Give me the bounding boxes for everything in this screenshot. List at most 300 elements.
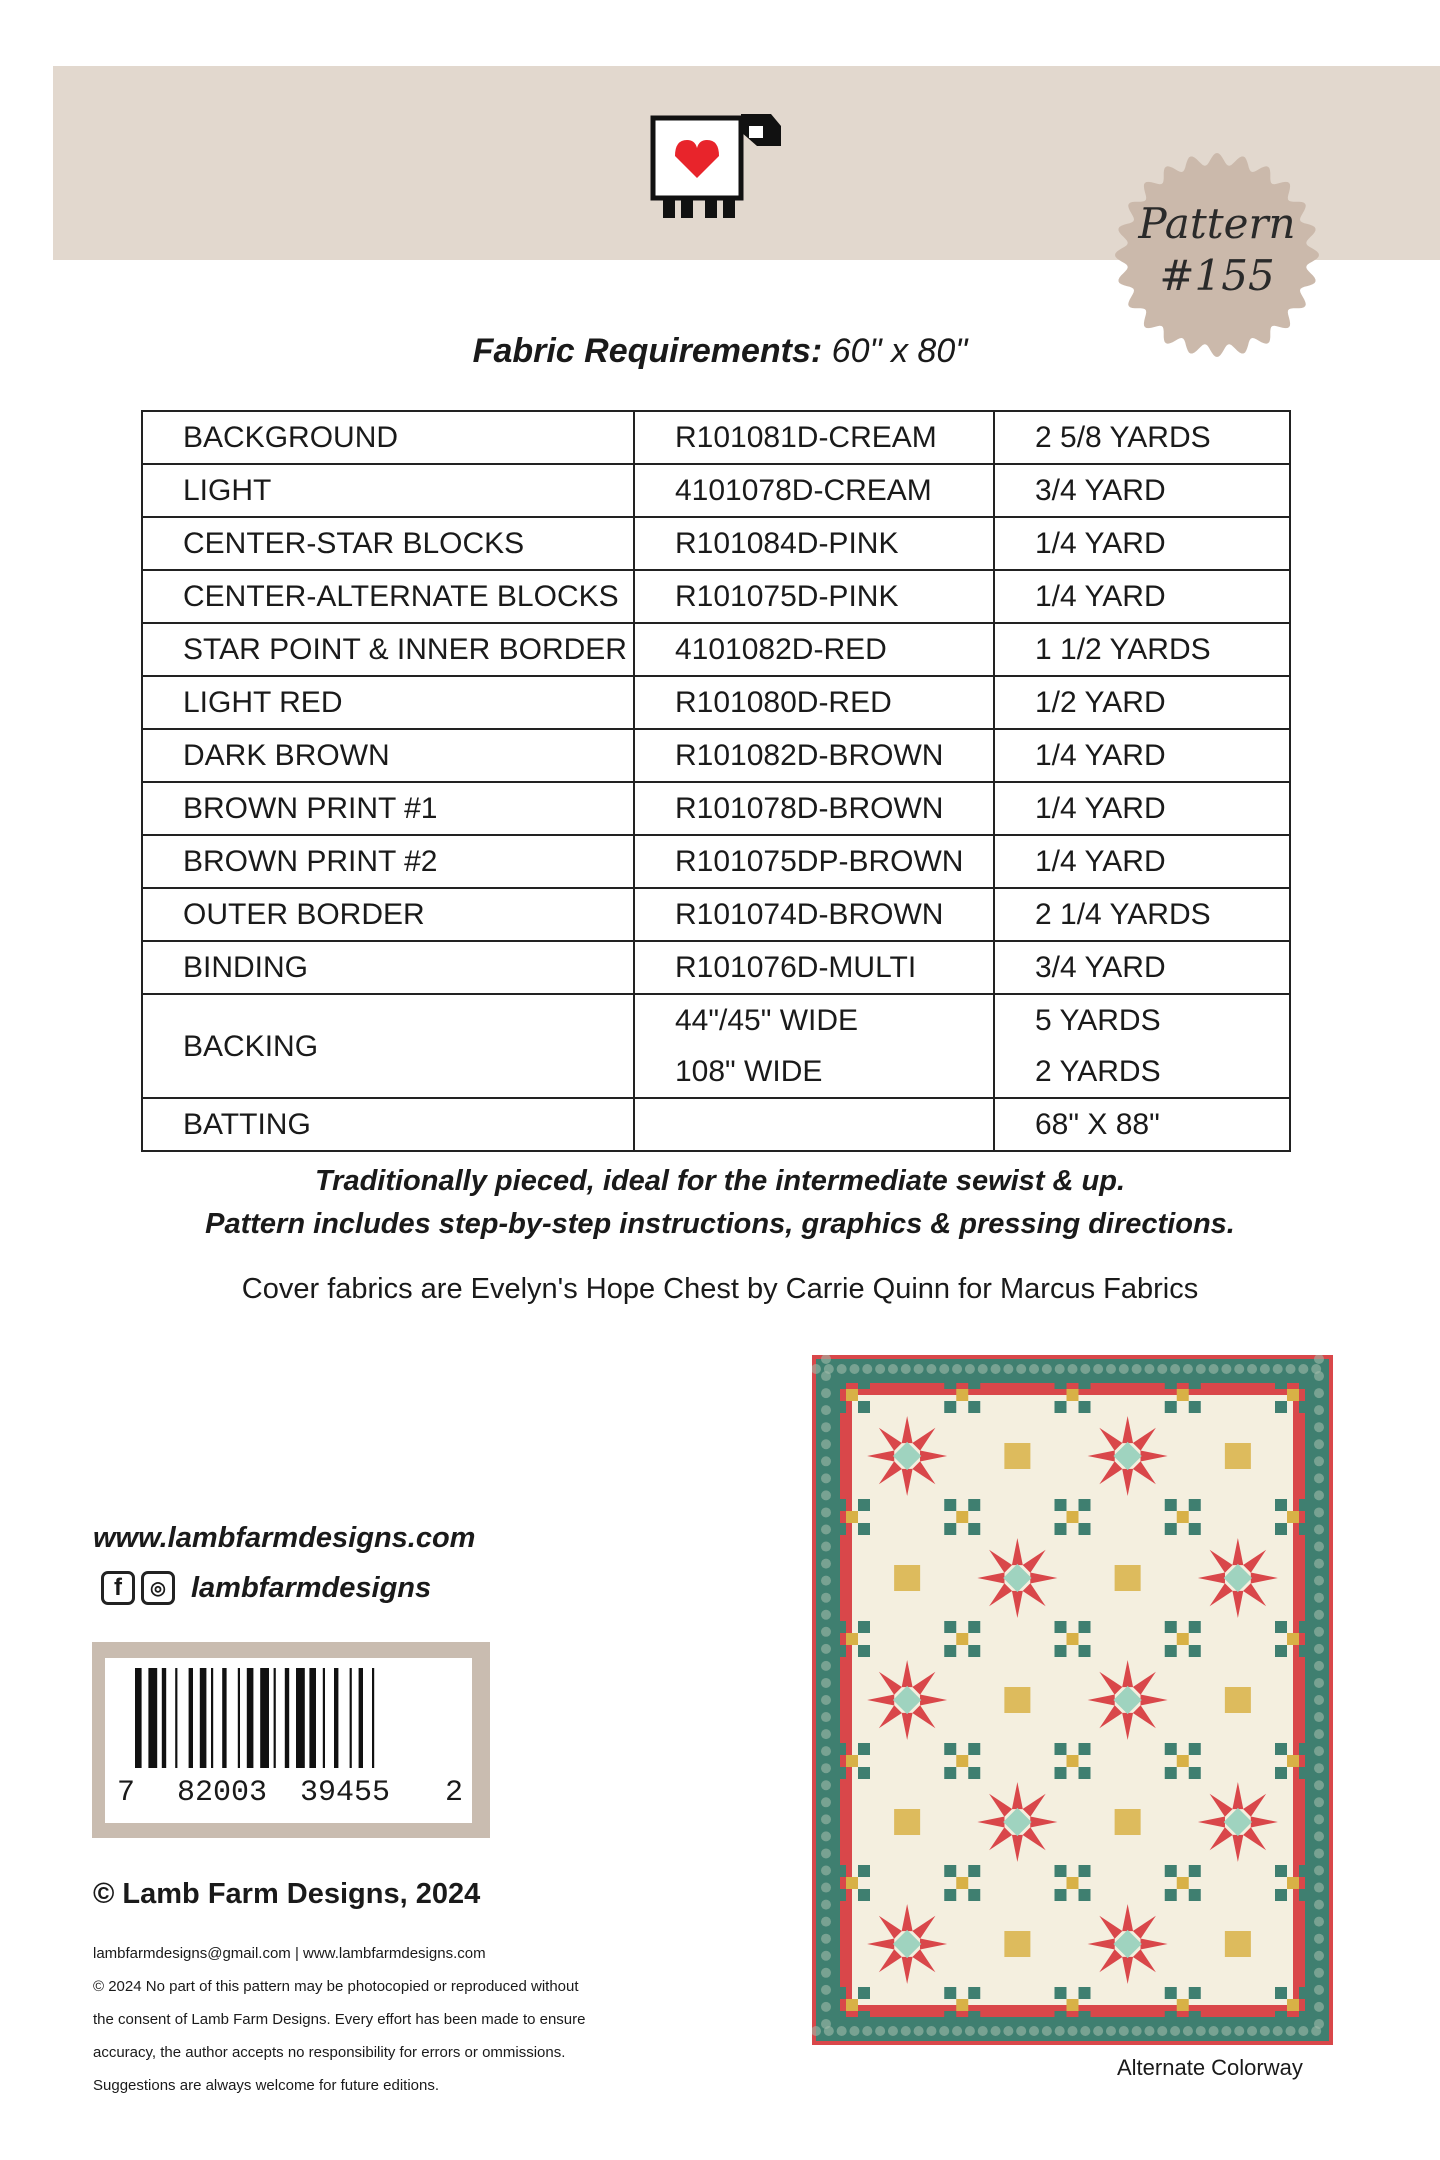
border-motif	[1314, 1593, 1324, 1603]
chain-square	[1299, 1889, 1311, 1901]
border-motif	[1314, 1951, 1324, 1961]
border-motif	[939, 1364, 949, 1374]
chain-square	[1299, 2011, 1311, 2023]
fabric-quantity-cell	[994, 623, 1290, 676]
fabric-quantity: 2 YARDS	[1035, 1055, 1161, 1088]
chain-square	[968, 1523, 980, 1535]
chain-square	[1189, 1499, 1201, 1511]
border-motif	[1016, 1364, 1026, 1374]
border-motif	[821, 1951, 831, 1961]
border-motif	[821, 1729, 831, 1739]
border-motif	[837, 2026, 847, 2036]
chain-square	[1189, 1987, 1201, 1999]
chain-square	[1079, 1621, 1091, 1633]
barcode-bar	[222, 1668, 226, 1768]
chain-square	[1275, 2011, 1287, 2023]
barcode-bar	[200, 1668, 207, 1768]
fabric-quantity-cell	[994, 782, 1290, 835]
fabric-quantity: 3/4 YARD	[1035, 474, 1166, 507]
chain-square	[956, 1511, 968, 1523]
chain-square	[834, 1645, 846, 1657]
chain-square	[1287, 1999, 1299, 2011]
barcode-bar	[148, 1668, 157, 1768]
barcode-bar	[309, 1668, 316, 1768]
chain-square	[1079, 1767, 1091, 1779]
chain-square	[846, 1999, 858, 2011]
fabric-row	[142, 570, 1290, 623]
border-motif	[875, 1364, 885, 1374]
fabric-name: BACKGROUND	[183, 421, 399, 454]
chain-square	[968, 2011, 980, 2023]
chain-square	[944, 1743, 956, 1755]
alternate-center	[1115, 1809, 1141, 1835]
fabric-credit: Cover fabrics are Evelyn's Hope Chest by Carrie Quinn for Marcus Fabrics	[241, 1273, 1199, 1305]
border-motif	[1314, 1900, 1324, 1910]
border-motif	[1132, 1364, 1142, 1374]
fabric-code: R101084D-PINK	[675, 527, 899, 560]
fabric-code: 44"/45" WIDE	[675, 1004, 859, 1037]
border-motif	[991, 1364, 1001, 1374]
border-motif	[821, 1422, 831, 1432]
border-motif	[1003, 2026, 1013, 2036]
border-motif	[1314, 1797, 1324, 1807]
fabric-code: R101078D-BROWN	[675, 792, 944, 825]
border-motif	[914, 2026, 924, 2036]
fabric-code-cell	[634, 1098, 994, 1151]
border-motif	[926, 2026, 936, 2036]
border-motif	[1314, 1490, 1324, 1500]
border-motif	[1314, 1456, 1324, 1466]
fabric-code: R101075DP-BROWN	[675, 845, 964, 878]
border-motif	[1119, 2026, 1129, 2036]
chain-square	[834, 1499, 846, 1511]
border-motif	[1314, 1405, 1324, 1415]
chain-square	[1055, 1987, 1067, 1999]
barcode-bar	[323, 1668, 325, 1768]
border-motif	[888, 1364, 898, 1374]
border-motif	[1196, 1364, 1206, 1374]
border-motif	[1247, 2026, 1257, 2036]
chain-square	[846, 1755, 858, 1767]
chain-square	[1177, 1999, 1189, 2011]
chain-square	[1055, 1377, 1067, 1389]
border-motif	[1042, 2026, 1052, 2036]
chain-square	[1055, 1889, 1067, 1901]
chain-square	[1287, 1755, 1299, 1767]
border-motif	[875, 2026, 885, 2036]
chain-square	[1165, 1377, 1177, 1389]
chain-square	[1299, 1621, 1311, 1633]
chain-square	[1165, 1645, 1177, 1657]
fabric-code: 4101078D-CREAM	[675, 474, 932, 507]
border-motif	[1170, 2026, 1180, 2036]
chain-square	[1287, 1389, 1299, 1401]
chain-square	[834, 1767, 846, 1779]
border-motif	[821, 1576, 831, 1586]
social-handle[interactable]: lambfarmdesigns	[191, 1571, 432, 1604]
chain-square	[1055, 1499, 1067, 1511]
chain-square	[1177, 1633, 1189, 1645]
chain-square	[1079, 1865, 1091, 1877]
chain-square	[858, 1523, 870, 1535]
barcode-bar	[285, 1668, 289, 1768]
chain-square	[1079, 1523, 1091, 1535]
fabric-name-cell	[142, 623, 634, 676]
chain-square	[1189, 1401, 1201, 1413]
fabric-quantity-cell	[994, 411, 1290, 464]
chain-square	[1055, 1767, 1067, 1779]
border-motif	[1314, 1814, 1324, 1824]
fabric-code-cell	[634, 464, 994, 517]
chain-square	[944, 1523, 956, 1535]
border-motif	[1314, 1678, 1324, 1688]
barcode-bar	[189, 1668, 193, 1768]
border-motif	[1314, 1576, 1324, 1586]
chain-square	[1275, 1377, 1287, 1389]
chain-square	[1055, 1523, 1067, 1535]
chain-square	[1165, 1499, 1177, 1511]
chain-square	[834, 1523, 846, 1535]
border-motif	[1106, 2026, 1116, 2036]
border-motif	[821, 1678, 831, 1688]
fabric-name: OUTER BORDER	[183, 898, 425, 931]
chain-square	[1177, 1755, 1189, 1767]
chain-square	[1275, 1865, 1287, 1877]
chain-square	[1165, 1401, 1177, 1413]
chain-square	[858, 1767, 870, 1779]
barcode-bar	[350, 1668, 352, 1768]
border-motif	[1093, 2026, 1103, 2036]
border-motif	[1080, 1364, 1090, 1374]
chain-square	[1055, 2011, 1067, 2023]
chain-square	[1067, 1755, 1079, 1767]
chain-square	[1055, 1743, 1067, 1755]
fabric-name: BROWN PRINT #2	[183, 845, 438, 878]
facebook-icon[interactable]: f	[101, 1571, 135, 1605]
chain-square	[1177, 1511, 1189, 1523]
border-motif	[1286, 2026, 1296, 2036]
border-motif	[821, 1644, 831, 1654]
chain-square	[1189, 1767, 1201, 1779]
fabric-row	[142, 464, 1290, 517]
chain-square	[1165, 1889, 1177, 1901]
chain-square	[834, 1987, 846, 1999]
border-motif	[1247, 1364, 1257, 1374]
border-motif	[1314, 1729, 1324, 1739]
border-motif	[821, 1746, 831, 1756]
border-motif	[1314, 1644, 1324, 1654]
chain-square	[1299, 1987, 1311, 1999]
border-motif	[1314, 1661, 1324, 1671]
fabric-name-cell	[142, 1098, 634, 1151]
chain-square	[968, 1401, 980, 1413]
border-motif	[965, 2026, 975, 2036]
border-motif	[952, 1364, 962, 1374]
border-motif	[821, 1439, 831, 1449]
barcode-bar	[334, 1668, 338, 1768]
chain-square	[1299, 1523, 1311, 1535]
border-motif	[1106, 1364, 1116, 1374]
fabric-name-cell	[142, 835, 634, 888]
barcode-bar	[247, 1668, 254, 1768]
border-motif	[862, 1364, 872, 1374]
chain-square	[944, 1401, 956, 1413]
border-motif	[965, 1364, 975, 1374]
border-motif	[821, 1985, 831, 1995]
chain-square	[858, 1743, 870, 1755]
fabric-name: LIGHT	[183, 474, 272, 507]
chain-square	[1079, 1499, 1091, 1511]
border-motif	[1314, 1866, 1324, 1876]
border-motif	[1157, 1364, 1167, 1374]
border-motif	[1144, 1364, 1154, 1374]
border-motif	[1314, 1934, 1324, 1944]
alternate-center	[1225, 1931, 1251, 1957]
lamb-logo	[645, 110, 785, 220]
border-motif	[821, 1934, 831, 1944]
fabric-quantity-cell	[994, 729, 1290, 782]
border-motif	[1080, 2026, 1090, 2036]
chain-square	[834, 1377, 846, 1389]
chain-square	[1079, 1377, 1091, 1389]
fabric-quantity: 1/4 YARD	[1035, 792, 1166, 825]
fabric-code-cell	[634, 570, 994, 623]
fabric-code: 4101082D-RED	[675, 633, 887, 666]
fabric-name: STAR POINT & INNER BORDER	[183, 633, 627, 666]
chain-square	[1275, 1743, 1287, 1755]
chain-square	[1189, 1621, 1201, 1633]
chain-square	[968, 1889, 980, 1901]
chain-square	[1055, 1865, 1067, 1877]
border-motif	[1314, 1985, 1324, 1995]
barcode-bar	[274, 1668, 276, 1768]
border-motif	[1144, 2026, 1154, 2036]
fabric-row	[142, 676, 1290, 729]
border-motif	[978, 1364, 988, 1374]
chain-square	[968, 1645, 980, 1657]
chain-square	[1055, 1621, 1067, 1633]
chain-square	[858, 1499, 870, 1511]
chain-square	[1275, 1767, 1287, 1779]
fabric-name: BINDING	[183, 951, 309, 984]
border-motif	[821, 1917, 831, 1927]
quilt-caption: Alternate Colorway	[1117, 2055, 1303, 2080]
border-motif	[849, 2026, 859, 2036]
fabric-name: BACKING	[183, 1029, 319, 1063]
border-motif	[821, 1712, 831, 1722]
barcode-bar	[372, 1668, 374, 1768]
border-motif	[1314, 1559, 1324, 1569]
fabric-quantity-cell	[994, 941, 1290, 994]
barcode-check-digit: 2	[445, 1776, 464, 1810]
border-motif	[1273, 1364, 1283, 1374]
border-motif	[821, 1610, 831, 1620]
border-motif	[888, 2026, 898, 2036]
chain-square	[1287, 1633, 1299, 1645]
border-motif	[821, 1371, 831, 1381]
fabric-code-cell	[634, 994, 994, 1098]
fabric-name-cell	[142, 411, 634, 464]
fabric-name: BATTING	[183, 1108, 311, 1141]
border-motif	[1314, 1507, 1324, 1517]
fabric-quantity-cell	[994, 464, 1290, 517]
barcode-bars	[135, 1668, 455, 1768]
chain-square	[1299, 1743, 1311, 1755]
chain-square	[1189, 1743, 1201, 1755]
fabric-quantity: 1/4 YARD	[1035, 739, 1166, 772]
border-motif	[821, 1900, 831, 1910]
fabric-name-cell	[142, 782, 634, 835]
border-motif	[821, 1968, 831, 1978]
border-motif	[901, 1364, 911, 1374]
alternate-center	[1115, 1565, 1141, 1591]
chain-square	[846, 1633, 858, 1645]
fabric-quantity-cell	[994, 835, 1290, 888]
border-motif	[1298, 2026, 1308, 2036]
chain-square	[858, 1621, 870, 1633]
border-motif	[821, 1405, 831, 1415]
chain-square	[1299, 1401, 1311, 1413]
chain-square	[834, 2011, 846, 2023]
chain-square	[858, 1865, 870, 1877]
border-motif	[821, 1661, 831, 1671]
barcode-left-group: 82003	[177, 1776, 268, 1810]
fabric-code-cell	[634, 782, 994, 835]
border-motif	[1068, 1364, 1078, 1374]
chain-square	[944, 1377, 956, 1389]
border-motif	[952, 2026, 962, 2036]
chain-square	[1275, 1499, 1287, 1511]
chain-square	[1165, 1865, 1177, 1877]
fabric-name-cell	[142, 941, 634, 994]
barcode-digit-first: 7	[117, 1776, 136, 1810]
border-motif	[837, 1364, 847, 1374]
border-motif	[1221, 1364, 1231, 1374]
border-motif	[821, 1883, 831, 1893]
border-motif	[1209, 2026, 1219, 2036]
chain-square	[1275, 1621, 1287, 1633]
barcode-right-group: 39455	[300, 1776, 391, 1810]
border-motif	[821, 1763, 831, 1773]
chain-square	[1275, 1987, 1287, 1999]
border-motif	[1183, 2026, 1193, 2036]
border-motif	[1314, 1831, 1324, 1841]
fabric-row	[142, 1098, 1290, 1151]
fabric-code: R101082D-BROWN	[675, 739, 944, 772]
fabric-quantity-cell	[994, 1098, 1290, 1151]
fabric-code: R101080D-RED	[675, 686, 892, 719]
chain-square	[1079, 1401, 1091, 1413]
chain-square	[846, 1877, 858, 1889]
border-motif	[914, 1364, 924, 1374]
barcode-bar	[238, 1668, 240, 1768]
barcode-bar	[211, 1668, 213, 1768]
chain-square	[1067, 1633, 1079, 1645]
fabric-name-cell	[142, 464, 634, 517]
fabric-row	[142, 941, 1290, 994]
border-motif	[821, 1542, 831, 1552]
border-motif	[1314, 1917, 1324, 1927]
chain-square	[944, 1499, 956, 1511]
chain-square	[1189, 1645, 1201, 1657]
chain-square	[1189, 1889, 1201, 1901]
fabric-name-cell	[142, 517, 634, 570]
chain-square	[1067, 1999, 1079, 2011]
pattern-number: Pattern #155	[1138, 199, 1296, 300]
chain-square	[858, 1401, 870, 1413]
fabric-code-cell	[634, 941, 994, 994]
chain-square	[968, 1743, 980, 1755]
fabric-code: 108" WIDE	[675, 1055, 823, 1088]
border-motif	[926, 1364, 936, 1374]
fabric-code-cell	[634, 411, 994, 464]
border-motif	[821, 1780, 831, 1790]
fabric-quantity: 1/4 YARD	[1035, 527, 1166, 560]
fabric-row	[142, 623, 1290, 676]
chain-square	[1079, 2011, 1091, 2023]
fabric-requirements-heading: Fabric Requirements: 60" x 80"	[472, 332, 968, 370]
chain-square	[1177, 1389, 1189, 1401]
border-motif	[1055, 2026, 1065, 2036]
chain-square	[956, 1999, 968, 2011]
border-motif	[821, 2002, 831, 2012]
border-motif	[939, 2026, 949, 2036]
fabric-code: R101076D-MULTI	[675, 951, 917, 984]
fine-print: lambfarmdesigns@gmail.com | www.lambfarmdesigns.com © 2024 No part of this pattern may be photocopied or reproduced without the consent of Lamb Farm Designs. Every effort has been made to ensure accuracy, the author accepts no responsibility for errors or ommissions. Suggestions are always welcome for future editions.	[93, 1945, 586, 2094]
fabric-name: DARK BROWN	[183, 739, 390, 772]
chain-square	[1299, 1767, 1311, 1779]
fabric-quantity-cell	[994, 676, 1290, 729]
border-motif	[1170, 1364, 1180, 1374]
fabric-name-cell	[142, 570, 634, 623]
border-motif	[821, 1695, 831, 1705]
fabric-code: R101081D-CREAM	[675, 421, 937, 454]
border-motif	[1311, 1364, 1321, 1374]
border-motif	[1314, 1695, 1324, 1705]
chain-square	[1275, 1523, 1287, 1535]
chain-square	[858, 1889, 870, 1901]
border-motif	[1183, 1364, 1193, 1374]
chain-square	[1067, 1511, 1079, 1523]
border-motif	[1314, 1780, 1324, 1790]
border-motif	[1196, 2026, 1206, 2036]
fabric-row	[142, 411, 1290, 464]
fabric-quantity: 2 1/4 YARDS	[1035, 898, 1211, 931]
border-motif	[862, 2026, 872, 2036]
chain-square	[1079, 1645, 1091, 1657]
copyright: © Lamb Farm Designs, 2024	[93, 1878, 481, 1910]
fabric-code	[675, 1099, 993, 1150]
instagram-icon[interactable]: ◎	[141, 1571, 175, 1605]
fabric-quantity: 3/4 YARD	[1035, 951, 1166, 984]
border-motif	[1042, 1364, 1052, 1374]
website-link[interactable]: www.lambfarmdesigns.com	[93, 1522, 476, 1554]
chain-square	[944, 1645, 956, 1657]
chain-square	[944, 2011, 956, 2023]
chain-square	[968, 1767, 980, 1779]
fabric-quantity-cell	[994, 994, 1290, 1098]
chain-square	[1165, 1987, 1177, 1999]
fabric-quantity-cell	[994, 888, 1290, 941]
border-motif	[1314, 1422, 1324, 1432]
chain-square	[1287, 1877, 1299, 1889]
chain-square	[846, 1511, 858, 1523]
fabric-row	[142, 729, 1290, 782]
fabric-name-cell	[142, 729, 634, 782]
chain-square	[1165, 1621, 1177, 1633]
fabric-code: R101074D-BROWN	[675, 898, 944, 931]
border-motif	[1221, 2026, 1231, 2036]
